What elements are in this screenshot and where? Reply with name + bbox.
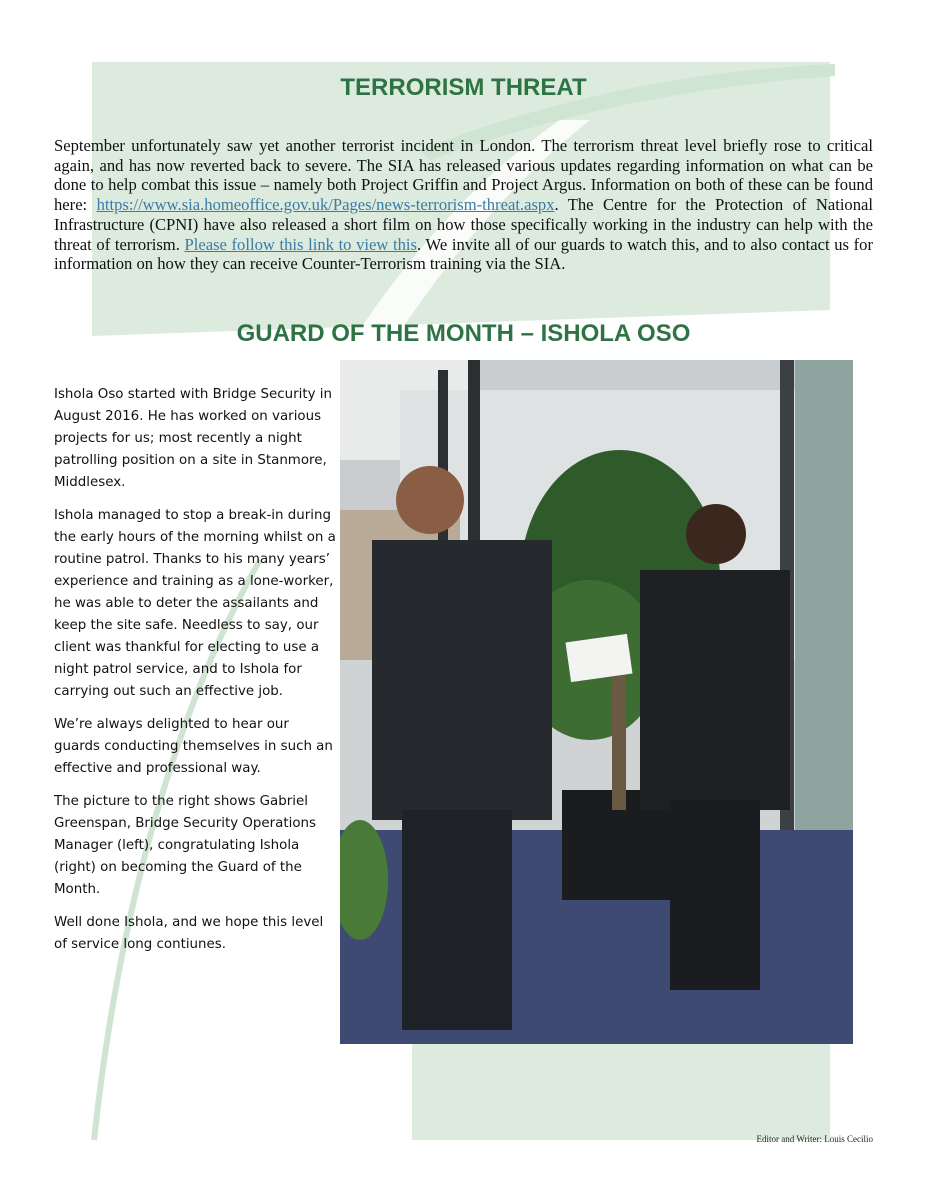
article-text-b: . The Centre for the Protection of National Infrastructure (CPNI) have also released a short film on how those specifically working in the industry can help with the threat of terrorism. [54,195,873,254]
article-text-a: September unfortunately saw yet another terrorist incident in London. The terrorism threat level briefly rose to critical again, and has now reverted back to severe. The SIA has released various updates regarding information on what can be done to help combat this issue – namely both Project Griffin and Project Argus. Information on both of these can be found here: [54,136,873,215]
photo-person-left-head [396,466,464,534]
story-paragraph: We’re always delighted to hear our guards conducting themselves in such an effective and professional way. [54,717,333,776]
terrorism-article [54,136,873,274]
photo-person-left-legs [402,810,512,1030]
photo-person-right-body [640,570,790,810]
story-paragraph: Ishola Oso started with Bridge Security in August 2016. He has worked on various projects for us; most recently a night patrolling position on a site in Stanmore, Middlesex. [54,387,332,490]
footer-credit: Editor and Writer: Louis Cecilio [756,1134,873,1144]
photo-person-left-body [372,540,552,820]
photo-envelope [566,634,633,682]
sia-news-link[interactable]: https://www.sia.homeoffice.gov.uk/Pages/news-terrorism-threat.aspx [96,195,555,215]
photo-person-right-legs [670,800,760,990]
story-paragraph: Ishola managed to stop a break-in during the early hours of the morning whilst on a routine patrol. Thanks to his many years’ experience and training as a lone-worker, he was able to deter the assailants and keep the site safe. Needless to say, our client was thankful for electing to use a night patrol service, and to Ishola for carrying out such an effective job. [54,508,336,699]
cpni-film-link[interactable]: Please follow this link to view this [184,234,417,254]
story-paragraph: Well done Ishola, and we hope this level of service long contiunes. [54,915,324,952]
section-title-guard-of-month: GUARD OF THE MONTH – ISHOLA OSO [236,320,691,347]
photo-tree-trunk [612,660,626,810]
guard-story [54,384,336,967]
story-paragraph: The picture to the right shows Gabriel Greenspan, Bridge Security Operations Manager (left), congratulating Ishola (right) on becoming the Guard of the Month. [54,794,316,897]
award-photo [340,360,853,1044]
section-title-terrorism: TERRORISM THREAT [340,74,587,101]
article-text-c: . We invite all of our guards to watch this, and to also contact us for information on how they can receive Counter-Terrorism training via the SIA. [54,234,873,274]
photo-person-right-head [686,504,746,564]
